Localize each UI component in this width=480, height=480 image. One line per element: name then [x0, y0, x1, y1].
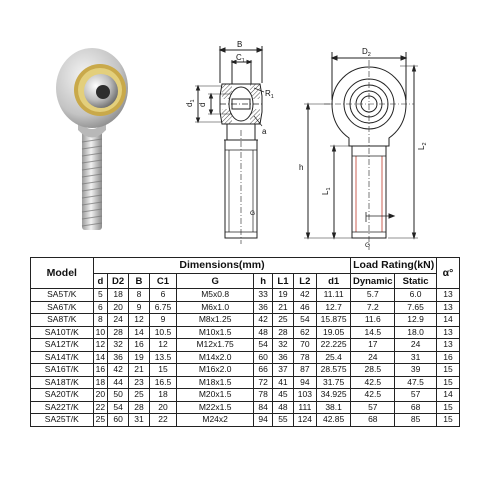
table-row — [31, 339, 460, 352]
table-cell: 28.575 — [316, 364, 351, 377]
table-row — [31, 301, 460, 314]
table-cell: M5x0.8 — [177, 289, 254, 302]
table-cell: 15 — [149, 364, 176, 377]
cell-model: SA18T/K — [31, 376, 94, 389]
table-row — [31, 351, 460, 364]
table-cell: 68 — [351, 414, 395, 427]
table-cell: 36 — [273, 351, 294, 364]
table-cell: 18 — [149, 389, 176, 402]
table-row — [31, 314, 460, 327]
table-cell: 28 — [129, 401, 150, 414]
table-cell: 42.5 — [351, 389, 395, 402]
col-header: L2 — [293, 274, 316, 289]
table-cell: 46 — [293, 301, 316, 314]
table-cell: 20 — [149, 401, 176, 414]
label-h: h — [299, 163, 304, 172]
table-cell: 12 — [93, 339, 108, 352]
table-cell: M16x2.0 — [177, 364, 254, 377]
table-cell: M24x2 — [177, 414, 254, 427]
table-cell: 57 — [395, 389, 437, 402]
table-cell: M18x1.5 — [177, 376, 254, 389]
table-cell: 11.6 — [351, 314, 395, 327]
table-cell: 103 — [293, 389, 316, 402]
table-cell: 38.1 — [316, 401, 351, 414]
table-cell: 42.5 — [351, 376, 395, 389]
label-a: a — [262, 127, 267, 136]
table-cell: 15 — [436, 364, 459, 377]
table-cell: 25 — [273, 314, 294, 327]
table-cell: 16 — [129, 339, 150, 352]
cell-model: SA12T/K — [31, 339, 94, 352]
col-header: L1 — [273, 274, 294, 289]
table-cell: 28 — [273, 326, 294, 339]
table-cell: 87 — [293, 364, 316, 377]
table-cell: 16 — [93, 364, 108, 377]
table-cell: 13 — [436, 301, 459, 314]
cell-model: SA25T/K — [31, 414, 94, 427]
table-cell: 57 — [351, 401, 395, 414]
table-cell: 9 — [129, 301, 150, 314]
table-cell: 14.5 — [351, 326, 395, 339]
table-cell: 78 — [254, 389, 273, 402]
rod-end-photo — [56, 48, 128, 230]
table-cell: 70 — [293, 339, 316, 352]
table-cell: 11.11 — [316, 289, 351, 302]
table-cell: 50 — [108, 389, 129, 402]
table-row — [31, 364, 460, 377]
table-cell: 10 — [93, 326, 108, 339]
table-cell: 22 — [149, 414, 176, 427]
table-cell: 19 — [273, 289, 294, 302]
table-cell: 94 — [293, 376, 316, 389]
col-header: C1 — [149, 274, 176, 289]
col-header: Static — [395, 274, 437, 289]
table-cell: 84 — [254, 401, 273, 414]
table-cell: 21 — [129, 364, 150, 377]
table-cell: 20 — [93, 389, 108, 402]
table-cell: 13 — [436, 339, 459, 352]
table-cell: 66 — [254, 364, 273, 377]
table-cell: 42 — [293, 289, 316, 302]
col-header: B — [129, 274, 150, 289]
table-cell: 24 — [108, 314, 129, 327]
table-cell: 111 — [293, 401, 316, 414]
table-cell: M6x1.0 — [177, 301, 254, 314]
table-cell: 6 — [149, 289, 176, 302]
table-cell: 6 — [93, 301, 108, 314]
table-cell: 18 — [93, 376, 108, 389]
table-cell: M22x1.5 — [177, 401, 254, 414]
table-cell: 5 — [93, 289, 108, 302]
table-cell: 7.65 — [395, 301, 437, 314]
label-d: d — [198, 102, 207, 107]
table-cell: 54 — [108, 401, 129, 414]
table-cell: 78 — [293, 351, 316, 364]
table-row — [31, 376, 460, 389]
table-cell: 68 — [395, 401, 437, 414]
table-cell: 60 — [108, 414, 129, 427]
table-cell: 24 — [395, 339, 437, 352]
table-cell: 18.0 — [395, 326, 437, 339]
table-cell: 45 — [273, 389, 294, 402]
col-header: Dynamic — [351, 274, 395, 289]
table-cell: 12 — [149, 339, 176, 352]
drawing-labels — [185, 40, 428, 249]
table-cell: 5.7 — [351, 289, 395, 302]
table-cell: 54 — [293, 314, 316, 327]
table-row — [31, 289, 460, 302]
table-cell: 19 — [129, 351, 150, 364]
table-cell: M12x1.75 — [177, 339, 254, 352]
cell-model: SA22T/K — [31, 401, 94, 414]
table-cell: 12 — [129, 314, 150, 327]
table-cell: 42.85 — [316, 414, 351, 427]
table-cell: 14 — [436, 389, 459, 402]
table-cell: 10.5 — [149, 326, 176, 339]
cell-model: SA8T/K — [31, 314, 94, 327]
col-header: G — [177, 274, 254, 289]
table-cell: 25 — [129, 389, 150, 402]
table-cell: 36 — [254, 301, 273, 314]
col-header: D2 — [108, 274, 129, 289]
label-B: B — [237, 40, 243, 49]
table-cell: 33 — [254, 289, 273, 302]
header-load-rating: Load Rating(kN) — [351, 258, 437, 274]
header-dimensions: Dimensions(mm) — [93, 258, 351, 274]
label-L2: $L_2$ — [417, 142, 428, 150]
table-cell: 39 — [395, 364, 437, 377]
table-cell: 36 — [108, 351, 129, 364]
table-cell: 6.0 — [395, 289, 437, 302]
table-cell: 22 — [93, 401, 108, 414]
table-cell: 8 — [129, 289, 150, 302]
table-cell: M20x1.5 — [177, 389, 254, 402]
table-cell: 34.925 — [316, 389, 351, 402]
table-cell: 15 — [436, 376, 459, 389]
table-cell: 25.4 — [316, 351, 351, 364]
table-cell: 19.05 — [316, 326, 351, 339]
table-column-header — [31, 274, 460, 289]
table-cell: 8 — [93, 314, 108, 327]
cell-model: SA10T/K — [31, 326, 94, 339]
table-cell: 21 — [273, 301, 294, 314]
table-cell: 20 — [108, 301, 129, 314]
label-G-side: G — [250, 210, 256, 217]
label-R1: $R_1$ — [265, 89, 274, 100]
table-cell: 31.75 — [316, 376, 351, 389]
table-cell: M14x2.0 — [177, 351, 254, 364]
table-cell: 37 — [273, 364, 294, 377]
table-cell: 14 — [93, 351, 108, 364]
table-cell: 41 — [273, 376, 294, 389]
table-cell: 28.5 — [351, 364, 395, 377]
table-row — [31, 389, 460, 402]
table-cell: 13 — [436, 326, 459, 339]
table-cell: 60 — [254, 351, 273, 364]
table-body — [31, 289, 460, 427]
table-row — [31, 326, 460, 339]
table-cell: 62 — [293, 326, 316, 339]
header-model: Model — [31, 258, 94, 289]
table-cell: 47.5 — [395, 376, 437, 389]
table-cell: 32 — [273, 339, 294, 352]
table-cell: 23 — [129, 376, 150, 389]
table-cell: 48 — [254, 326, 273, 339]
table-cell: 14 — [129, 326, 150, 339]
label-C1: $C_1$ — [236, 53, 245, 64]
cell-model: SA5T/K — [31, 289, 94, 302]
cell-model: SA6T/K — [31, 301, 94, 314]
table-cell: 72 — [254, 376, 273, 389]
table-cell: 44 — [108, 376, 129, 389]
label-G-front: G — [365, 242, 371, 249]
table-cell: 6.75 — [149, 301, 176, 314]
cell-model: SA20T/K — [31, 389, 94, 402]
table-cell: 42 — [108, 364, 129, 377]
col-header: h — [254, 274, 273, 289]
table-cell: 54 — [254, 339, 273, 352]
table-cell: 15.875 — [316, 314, 351, 327]
table-cell: 13 — [436, 289, 459, 302]
header-alpha: α° — [436, 258, 459, 289]
label-d1: $d_1$ — [185, 99, 196, 107]
cell-model: SA16T/K — [31, 364, 94, 377]
specification-table — [30, 257, 460, 427]
table-cell: 31 — [395, 351, 437, 364]
table-cell: 16 — [436, 351, 459, 364]
table-cell: 18 — [108, 289, 129, 302]
table-cell: M8x1.25 — [177, 314, 254, 327]
table-cell: 124 — [293, 414, 316, 427]
table-cell: 15 — [436, 414, 459, 427]
table-cell: 17 — [351, 339, 395, 352]
table-cell: 48 — [273, 401, 294, 414]
table-cell: M10x1.5 — [177, 326, 254, 339]
table-cell: 12.9 — [395, 314, 437, 327]
table-cell: 9 — [149, 314, 176, 327]
table-cell: 12.7 — [316, 301, 351, 314]
label-L1: $L_1$ — [321, 187, 332, 195]
table-cell: 14 — [436, 314, 459, 327]
table-cell: 13.5 — [149, 351, 176, 364]
col-header: d — [93, 274, 108, 289]
label-D2: $D_2$ — [362, 47, 371, 58]
table-cell: 55 — [273, 414, 294, 427]
table-cell: 94 — [254, 414, 273, 427]
table-cell: 85 — [395, 414, 437, 427]
table-cell: 25 — [93, 414, 108, 427]
front-view-drawing — [304, 52, 418, 250]
table-cell: 42 — [254, 314, 273, 327]
table-cell: 28 — [108, 326, 129, 339]
table-cell: 15 — [436, 401, 459, 414]
cell-model: SA14T/K — [31, 351, 94, 364]
table-row — [31, 414, 460, 427]
table-cell: 31 — [129, 414, 150, 427]
table-cell: 24 — [351, 351, 395, 364]
table-cell: 32 — [108, 339, 129, 352]
table-cell: 22.225 — [316, 339, 351, 352]
table-cell: 16.5 — [149, 376, 176, 389]
col-header: d1 — [316, 274, 351, 289]
table-cell: 7.2 — [351, 301, 395, 314]
table-row — [31, 401, 460, 414]
table-group-header — [31, 258, 460, 274]
